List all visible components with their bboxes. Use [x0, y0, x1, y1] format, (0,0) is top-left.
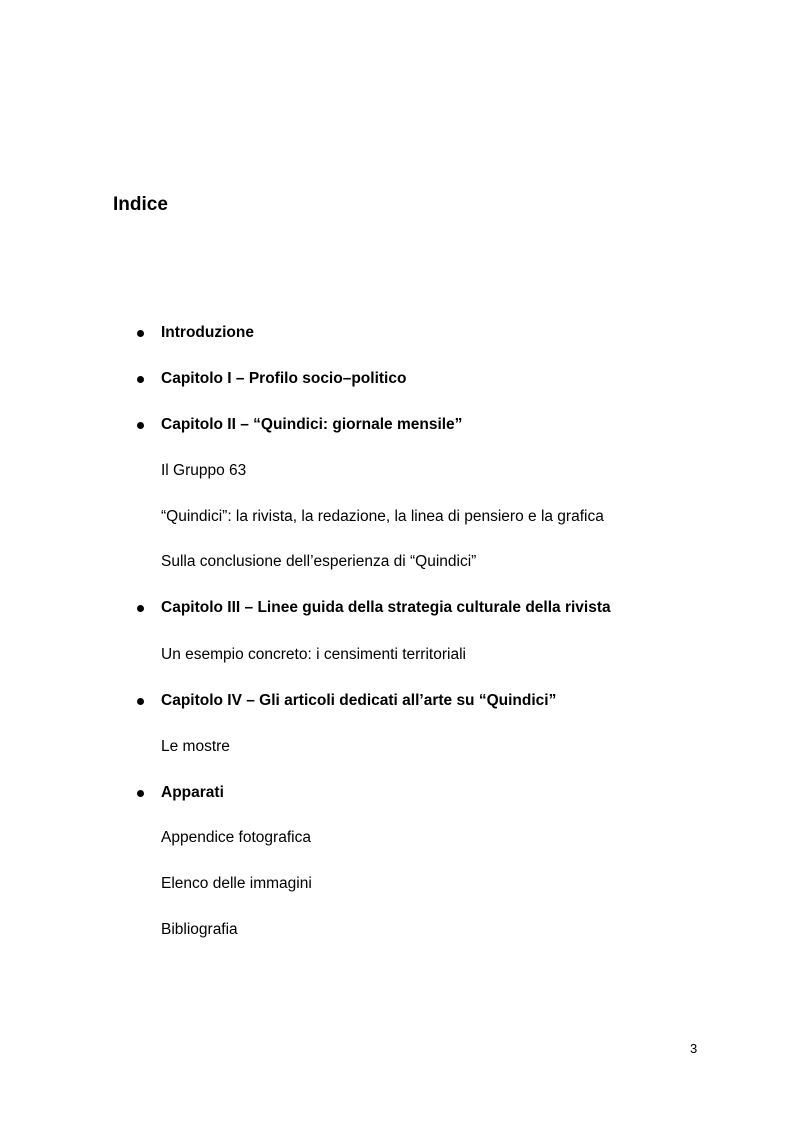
bullet-icon [137, 422, 144, 429]
toc-subentry-mostre[interactable]: Le mostre [161, 738, 230, 755]
bullet-icon [137, 698, 144, 705]
toc-subentry-elenco-immagini[interactable]: Elenco delle immagini [161, 875, 312, 892]
toc-subentry-quindici-rivista[interactable]: “Quindici”: la rivista, la redazione, la linea di pensiero e la grafica [161, 508, 604, 525]
page-title: Indice [113, 194, 168, 215]
toc-subentry-gruppo-63[interactable]: Il Gruppo 63 [161, 462, 247, 479]
bullet-icon [137, 330, 144, 337]
bullet-icon [137, 790, 144, 797]
toc-subentry-censimenti[interactable]: Un esempio concreto: i censimenti territoriali [161, 646, 466, 663]
toc-entry-capitolo-1[interactable]: Capitolo I – Profilo socio–politico [161, 370, 407, 387]
bullet-icon [137, 376, 144, 383]
toc-subentry-appendice[interactable]: Appendice fotografica [161, 829, 311, 846]
toc-subentry-bibliografia[interactable]: Bibliografia [161, 921, 238, 938]
toc-entry-introduzione[interactable]: Introduzione [161, 324, 254, 341]
bullet-icon [137, 605, 144, 612]
toc-entry-capitolo-4[interactable]: Capitolo IV – Gli articoli dedicati all’arte su “Quindici” [161, 692, 557, 709]
toc-subentry-conclusione[interactable]: Sulla conclusione dell’esperienza di “Quindici” [161, 553, 477, 570]
toc-entry-capitolo-3[interactable]: Capitolo III – Linee guida della strategia culturale della rivista [161, 599, 611, 616]
toc-entry-capitolo-2[interactable]: Capitolo II – “Quindici: giornale mensile” [161, 416, 463, 433]
page-number: 3 [690, 1041, 698, 1056]
toc-entry-apparati[interactable]: Apparati [161, 784, 224, 801]
